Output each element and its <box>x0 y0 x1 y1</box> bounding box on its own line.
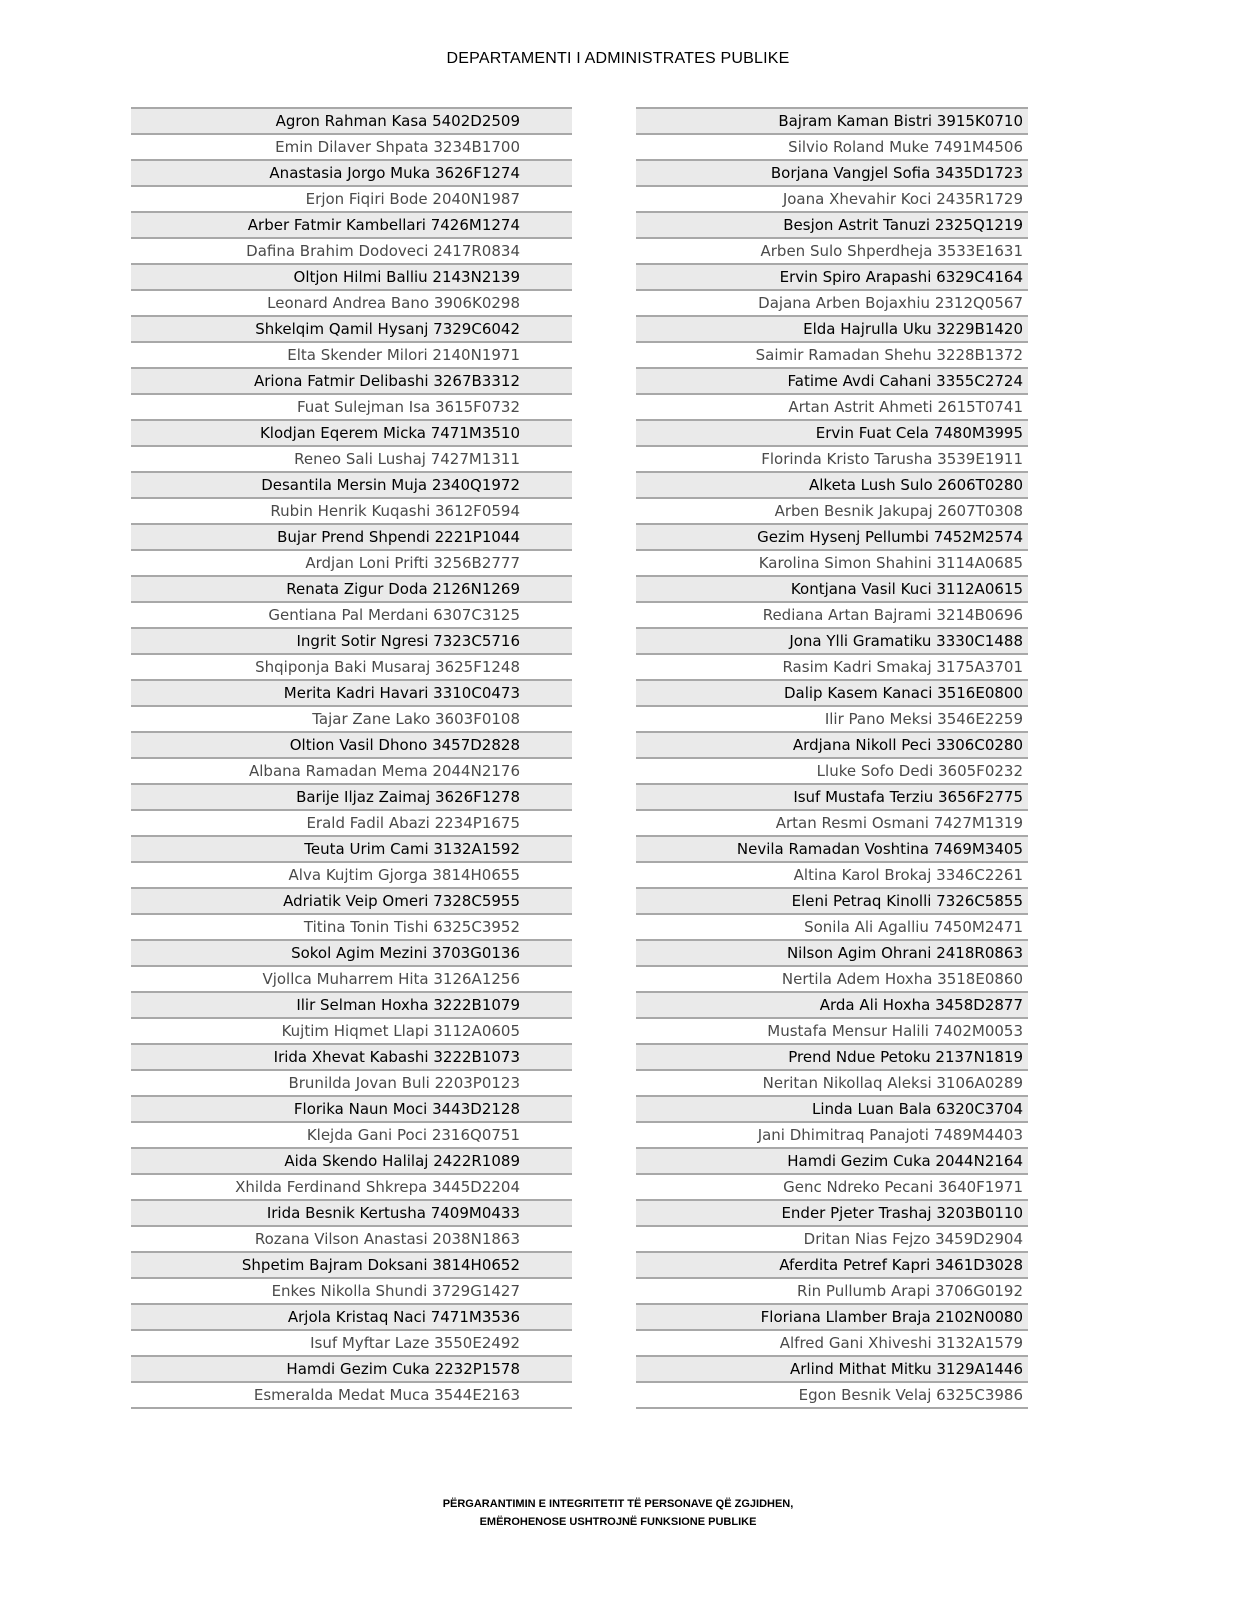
left-name-row: Tajar Zane Lako 3603F0108 <box>131 707 572 733</box>
left-name-row: Irida Xhevat Kabashi 3222B1073 <box>131 1045 572 1071</box>
left-name-row: Enkes Nikolla Shundi 3729G1427 <box>131 1279 572 1305</box>
right-name-row: Silvio Roland Muke 7491M4506 <box>636 135 1028 161</box>
right-name-row: Gezim Hysenj Pellumbi 7452M2574 <box>636 525 1028 551</box>
right-name-row: Jona Ylli Gramatiku 3330C1488 <box>636 629 1028 655</box>
right-name-row: Arda Ali Hoxha 3458D2877 <box>636 993 1028 1019</box>
right-name-row: Isuf Mustafa Terziu 3656F2775 <box>636 785 1028 811</box>
left-name-row: Florika Naun Moci 3443D2128 <box>131 1097 572 1123</box>
right-name-row: Fatime Avdi Cahani 3355C2724 <box>636 369 1028 395</box>
left-name-row: Emin Dilaver Shpata 3234B1700 <box>131 135 572 161</box>
left-name-row: Fuat Sulejman Isa 3615F0732 <box>131 395 572 421</box>
left-name-row: Merita Kadri Havari 3310C0473 <box>131 681 572 707</box>
right-name-row: Kontjana Vasil Kuci 3112A0615 <box>636 577 1028 603</box>
left-name-row: Klodjan Eqerem Micka 7471M3510 <box>131 421 572 447</box>
right-name-row: Dritan Nias Fejzo 3459D2904 <box>636 1227 1028 1253</box>
right-name-row: Ilir Pano Meksi 3546E2259 <box>636 707 1028 733</box>
right-name-row: Rin Pullumb Arapi 3706G0192 <box>636 1279 1028 1305</box>
left-name-row: Esmeralda Medat Muca 3544E2163 <box>131 1383 572 1409</box>
right-name-row: Artan Astrit Ahmeti 2615T0741 <box>636 395 1028 421</box>
left-name-column <box>131 107 572 1409</box>
page-title: DEPARTAMENTI I ADMINISTRATES PUBLIKE <box>446 50 790 67</box>
footer-line-1: PËRGARANTIMIN E INTEGRITETIT TË PERSONAVE QË ZGJIDHEN, <box>442 1498 794 1510</box>
left-name-row: Xhilda Ferdinand Shkrepa 3445D2204 <box>131 1175 572 1201</box>
right-name-column <box>636 107 1028 1409</box>
right-name-row: Florinda Kristo Tarusha 3539E1911 <box>636 447 1028 473</box>
left-name-row: Anastasia Jorgo Muka 3626F1274 <box>131 161 572 187</box>
left-name-row: Desantila Mersin Muja 2340Q1972 <box>131 473 572 499</box>
right-name-row: Arlind Mithat Mitku 3129A1446 <box>636 1357 1028 1383</box>
left-name-row: Arjola Kristaq Naci 7471M3536 <box>131 1305 572 1331</box>
left-name-row: Leonard Andrea Bano 3906K0298 <box>131 291 572 317</box>
right-name-row: Mustafa Mensur Halili 7402M0053 <box>636 1019 1028 1045</box>
right-name-row: Ender Pjeter Trashaj 3203B0110 <box>636 1201 1028 1227</box>
left-name-row: Teuta Urim Cami 3132A1592 <box>131 837 572 863</box>
left-name-row: Ardjan Loni Prifti 3256B2777 <box>131 551 572 577</box>
left-name-row: Oltjon Hilmi Balliu 2143N2139 <box>131 265 572 291</box>
right-name-row: Arben Besnik Jakupaj 2607T0308 <box>636 499 1028 525</box>
right-name-row: Floriana Llamber Braja 2102N0080 <box>636 1305 1028 1331</box>
right-name-row: Nertila Adem Hoxha 3518E0860 <box>636 967 1028 993</box>
left-name-row: Vjollca Muharrem Hita 3126A1256 <box>131 967 572 993</box>
right-name-row: Altina Karol Brokaj 3346C2261 <box>636 863 1028 889</box>
right-name-row: Elda Hajrulla Uku 3229B1420 <box>636 317 1028 343</box>
left-name-row: Adriatik Veip Omeri 7328C5955 <box>131 889 572 915</box>
left-name-row: Isuf Myftar Laze 3550E2492 <box>131 1331 572 1357</box>
left-name-row: Aida Skendo Halilaj 2422R1089 <box>131 1149 572 1175</box>
left-name-row: Alva Kujtim Gjorga 3814H0655 <box>131 863 572 889</box>
left-name-row: Rubin Henrik Kuqashi 3612F0594 <box>131 499 572 525</box>
right-name-row: Joana Xhevahir Koci 2435R1729 <box>636 187 1028 213</box>
right-name-row: Dajana Arben Bojaxhiu 2312Q0567 <box>636 291 1028 317</box>
right-name-row: Ardjana Nikoll Peci 3306C0280 <box>636 733 1028 759</box>
right-name-row: Besjon Astrit Tanuzi 2325Q1219 <box>636 213 1028 239</box>
right-name-row: Borjana Vangjel Sofia 3435D1723 <box>636 161 1028 187</box>
right-name-row: Prend Ndue Petoku 2137N1819 <box>636 1045 1028 1071</box>
left-name-row: Elta Skender Milori 2140N1971 <box>131 343 572 369</box>
right-name-row: Egon Besnik Velaj 6325C3986 <box>636 1383 1028 1409</box>
right-name-row: Jani Dhimitraq Panajoti 7489M4403 <box>636 1123 1028 1149</box>
left-name-row: Ariona Fatmir Delibashi 3267B3312 <box>131 369 572 395</box>
left-name-row: Erjon Fiqiri Bode 2040N1987 <box>131 187 572 213</box>
left-name-row: Agron Rahman Kasa 5402D2509 <box>131 109 572 135</box>
page-footer <box>0 1495 1236 1531</box>
left-name-row: Gentiana Pal Merdani 6307C3125 <box>131 603 572 629</box>
left-name-row: Reneo Sali Lushaj 7427M1311 <box>131 447 572 473</box>
left-name-row: Hamdi Gezim Cuka 2232P1578 <box>131 1357 572 1383</box>
left-name-row: Titina Tonin Tishi 6325C3952 <box>131 915 572 941</box>
left-name-row: Oltion Vasil Dhono 3457D2828 <box>131 733 572 759</box>
right-name-row: Aferdita Petref Kapri 3461D3028 <box>636 1253 1028 1279</box>
right-name-row: Saimir Ramadan Shehu 3228B1372 <box>636 343 1028 369</box>
left-name-row: Ilir Selman Hoxha 3222B1079 <box>131 993 572 1019</box>
right-name-row: Nevila Ramadan Voshtina 7469M3405 <box>636 837 1028 863</box>
left-name-row: Klejda Gani Poci 2316Q0751 <box>131 1123 572 1149</box>
left-name-row: Rozana Vilson Anastasi 2038N1863 <box>131 1227 572 1253</box>
right-name-row: Genc Ndreko Pecani 3640F1971 <box>636 1175 1028 1201</box>
right-name-row: Rasim Kadri Smakaj 3175A3701 <box>636 655 1028 681</box>
right-name-row: Alketa Lush Sulo 2606T0280 <box>636 473 1028 499</box>
right-name-row: Sonila Ali Agalliu 7450M2471 <box>636 915 1028 941</box>
left-name-row: Ingrit Sotir Ngresi 7323C5716 <box>131 629 572 655</box>
left-name-row: Albana Ramadan Mema 2044N2176 <box>131 759 572 785</box>
right-name-row: Dalip Kasem Kanaci 3516E0800 <box>636 681 1028 707</box>
right-name-row: Artan Resmi Osmani 7427M1319 <box>636 811 1028 837</box>
right-name-row: Linda Luan Bala 6320C3704 <box>636 1097 1028 1123</box>
left-name-row: Shkelqim Qamil Hysanj 7329C6042 <box>131 317 572 343</box>
right-name-row: Ervin Fuat Cela 7480M3995 <box>636 421 1028 447</box>
right-name-row: Neritan Nikollaq Aleksi 3106A0289 <box>636 1071 1028 1097</box>
left-name-row: Shpetim Bajram Doksani 3814H0652 <box>131 1253 572 1279</box>
left-name-row: Dafina Brahim Dodoveci 2417R0834 <box>131 239 572 265</box>
left-name-row: Arber Fatmir Kambellari 7426M1274 <box>131 213 572 239</box>
left-name-row: Renata Zigur Doda 2126N1269 <box>131 577 572 603</box>
left-name-row: Sokol Agim Mezini 3703G0136 <box>131 941 572 967</box>
left-name-row: Irida Besnik Kertusha 7409M0433 <box>131 1201 572 1227</box>
right-name-row: Lluke Sofo Dedi 3605F0232 <box>636 759 1028 785</box>
left-name-row: Bujar Prend Shpendi 2221P1044 <box>131 525 572 551</box>
left-name-row: Brunilda Jovan Buli 2203P0123 <box>131 1071 572 1097</box>
right-name-row: Nilson Agim Ohrani 2418R0863 <box>636 941 1028 967</box>
footer-line-2: EMËROHENOSE USHTROJNË FUNKSIONE PUBLIKE <box>479 1516 757 1528</box>
right-name-row: Eleni Petraq Kinolli 7326C5855 <box>636 889 1028 915</box>
right-name-row: Hamdi Gezim Cuka 2044N2164 <box>636 1149 1028 1175</box>
left-name-row: Barije Iljaz Zaimaj 3626F1278 <box>131 785 572 811</box>
right-name-row: Bajram Kaman Bistri 3915K0710 <box>636 109 1028 135</box>
left-name-row: Shqiponja Baki Musaraj 3625F1248 <box>131 655 572 681</box>
left-name-row: Kujtim Hiqmet Llapi 3112A0605 <box>131 1019 572 1045</box>
right-name-row: Arben Sulo Shperdheja 3533E1631 <box>636 239 1028 265</box>
right-name-row: Ervin Spiro Arapashi 6329C4164 <box>636 265 1028 291</box>
left-name-row: Erald Fadil Abazi 2234P1675 <box>131 811 572 837</box>
right-name-row: Karolina Simon Shahini 3114A0685 <box>636 551 1028 577</box>
right-name-row: Rediana Artan Bajrami 3214B0696 <box>636 603 1028 629</box>
right-name-row: Alfred Gani Xhiveshi 3132A1579 <box>636 1331 1028 1357</box>
